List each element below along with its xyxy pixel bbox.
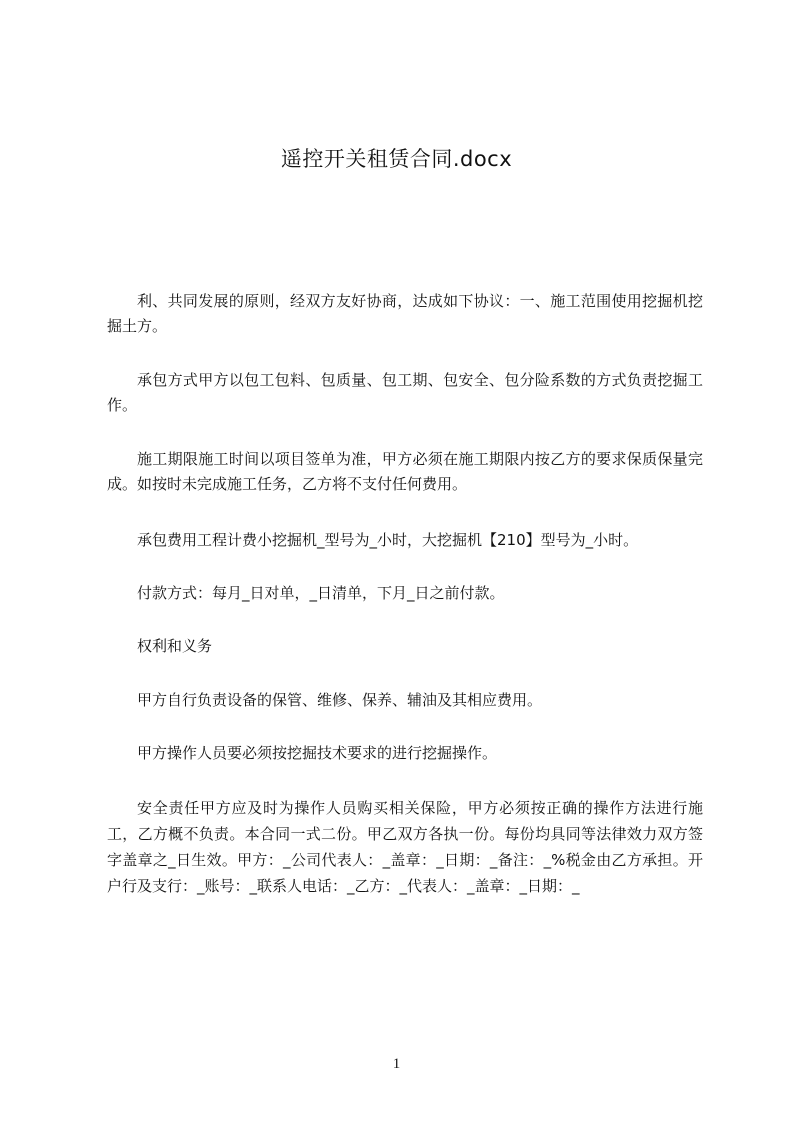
paragraph-4: 承包费用工程计费小挖掘机_型号为_小时，大挖掘机【210】型号为_小时。 (137, 531, 639, 549)
page-number: 1 (392, 1056, 401, 1072)
paragraph-9: 安全责任甲方应及时为操作人员购买相关保险，甲方必须按正确的操作方法进行施工，乙方概不负责。本合同一式二份。甲乙双方各执一份。每份均具同等法律效力双方签字盖章之_日生效。甲方：_公司代表人：_盖章：_日期：_备注：_%税金由乙方承担。开户行及支行：_账号：_联系人电话：_乙方：_代表人：_盖章：_日期：_ (107, 799, 703, 895)
paragraph-5: 付款方式：每月_日对单，_日清单，下月_日之前付款。 (137, 584, 505, 602)
paragraph-2: 承包方式甲方以包工包料、包质量、包工期、包安全、包分险系数的方式负责挖掘工作。 (107, 371, 703, 414)
paragraph-8: 甲方操作人员要必须按挖掘技术要求的进行挖掘操作。 (137, 744, 498, 762)
document-title: 遥控开关租赁合同.docx (280, 147, 513, 171)
paragraph-1: 利、共同发展的原则，经双方友好协商，达成如下协议：一、施工范围使用挖掘机挖掘土方。 (107, 292, 703, 335)
paragraph-3: 施工期限施工时间以项目签单为准，甲方必须在施工期限内按乙方的要求保质保量完成。如按时未完成施工任务，乙方将不支付任何费用。 (107, 450, 703, 493)
section-heading-rights: 权利和义务 (137, 637, 213, 655)
paragraph-7: 甲方自行负责设备的保管、维修、保养、辅油及其相应费用。 (137, 691, 543, 709)
